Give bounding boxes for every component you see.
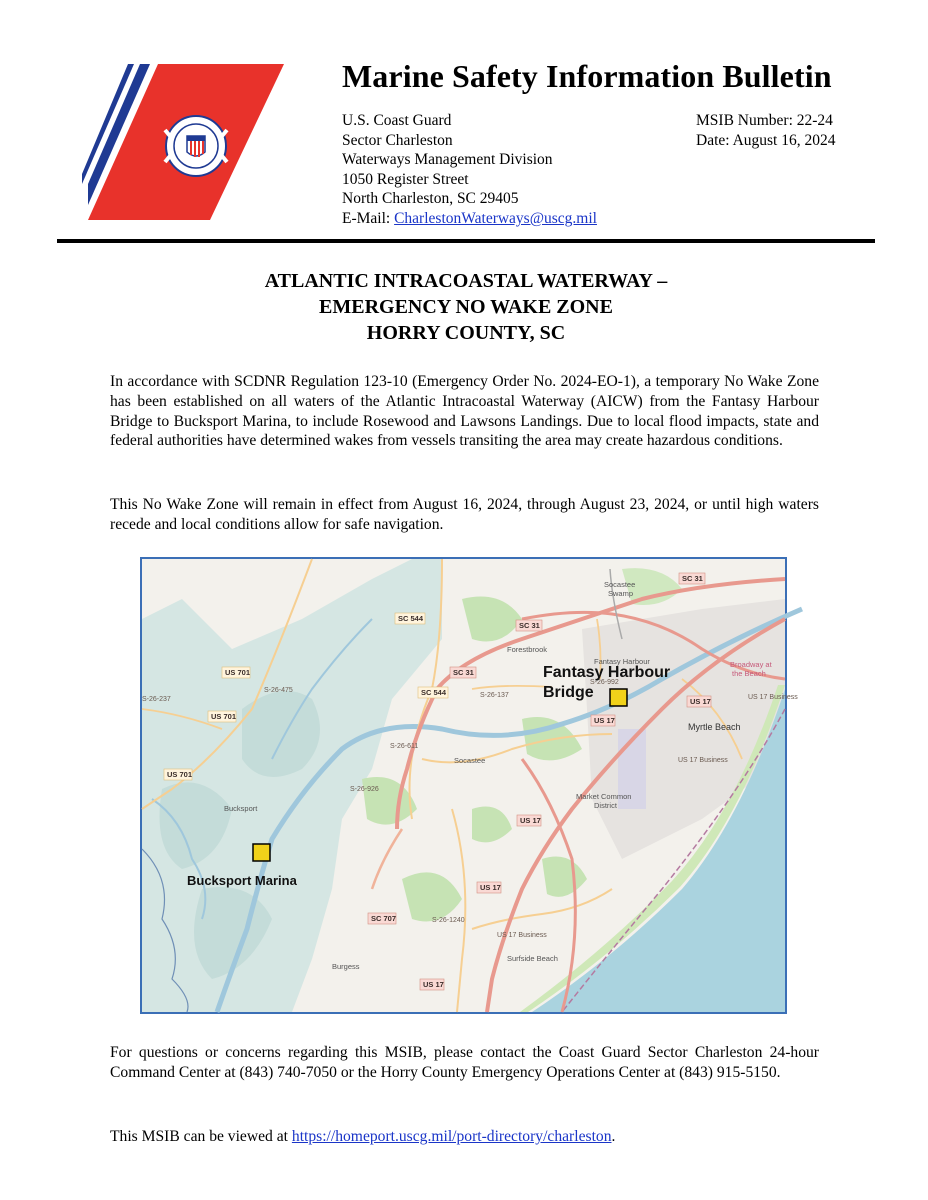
road-label: S-26-926 [350, 786, 379, 793]
road-label: S-26-1240 [432, 917, 465, 924]
map-label: US 701 [167, 770, 193, 779]
map-label: Burgess [332, 962, 360, 971]
map-label: US 701 [225, 668, 251, 677]
road-label: S-26-137 [480, 692, 509, 699]
fantasy-harbour-label-line1: Fantasy Harbour [543, 664, 671, 681]
address-line: Sector Charleston [342, 131, 453, 149]
map-label: Broadway at [730, 660, 772, 669]
coast-guard-logo [88, 64, 284, 220]
address-line: North Charleston, SC 29405 [342, 190, 519, 208]
map-label: Forestbrook [507, 645, 548, 654]
road-shield [222, 667, 250, 678]
map-label: Myrtle Beach [688, 722, 741, 732]
map-label: US 17 [520, 816, 541, 825]
bulletin-headline [57, 268, 875, 346]
map-label: Socastee [454, 756, 486, 765]
road-label: US 17 Business [748, 694, 798, 701]
map-canvas [142, 559, 798, 1012]
road-shield [450, 667, 476, 678]
paragraph-duration: This No Wake Zone will remain in effect from August 16, 2024, through August 23, 2024, or until high waters recede and local conditions allow for safe navigation. [110, 496, 819, 533]
road-shield [517, 815, 541, 826]
email-label: E-Mail: [342, 209, 395, 227]
paragraph-link [110, 1127, 819, 1147]
road-label: S-26-237 [142, 696, 171, 703]
road-label: S-26-475 [264, 687, 293, 694]
road-shield [516, 620, 542, 631]
road-label: US 17 Business [678, 757, 728, 764]
bucksport-marina-label: Bucksport Marina [187, 873, 297, 888]
road-shield [368, 913, 396, 924]
no-wake-zone-map [140, 557, 798, 1014]
road-shield [164, 769, 192, 780]
address-line: 1050 Register Street [342, 170, 469, 188]
bulletin-date: Date: August 16, 2024 [696, 131, 836, 149]
map-label: US 17 [594, 716, 615, 725]
header-divider [57, 239, 875, 243]
road-shield [477, 882, 501, 893]
road-shield [418, 687, 448, 698]
map-label: Bucksport [224, 804, 258, 813]
road-shield [679, 573, 705, 584]
road-shield [591, 715, 615, 726]
map-label: US 701 [211, 712, 237, 721]
map-label: Fantasy Harbour [594, 657, 650, 666]
email-line [342, 209, 597, 229]
paragraph-regulation: In accordance with SCDNR Regulation 123-10 (Emergency Order No. 2024-EO-1), a temporary No Wake Zone has been established on all waters of the Atlantic Intracoastal Waterway (AICW) from the Fantasy Harbour Bridge to Bucksport Marina, to include Rosewood and Lawsons Landings. Due to local flood impacts, state and federal authorities have determined wakes from vessels transiting the area may create hazardous conditions. [110, 373, 819, 450]
fantasy-harbour-marker [610, 689, 627, 706]
bulletin-title: Marine Safety Information Bulletin [342, 58, 832, 94]
map-label: District [594, 801, 617, 810]
paragraph-contact: For questions or concerns regarding this MSIB, please contact the Coast Guard Sector Charleston 24-hour Command Center at (843) 740-7050 or the Horry County Emergency Operations Center at (843) 915-5150. [110, 1044, 819, 1081]
road-label: US 17 Business [497, 932, 547, 939]
map-label: US 17 [480, 883, 501, 892]
map-label: Surfside Beach [507, 954, 558, 963]
map-label: Swamp [608, 589, 634, 598]
map-label: SC 544 [421, 688, 447, 697]
road-shield [395, 613, 425, 624]
headline-line: HORRY COUNTY, SC [366, 322, 566, 344]
headline-line: EMERGENCY NO WAKE ZONE [319, 296, 613, 318]
road-shield [420, 979, 444, 990]
homeport-link[interactable]: https://homeport.uscg.mil/port-directory/charleston [291, 1128, 612, 1145]
fantasy-harbour-label-line2: Bridge [543, 684, 594, 701]
email-link[interactable]: CharlestonWaterways@uscg.mil [394, 209, 597, 227]
map-label: SC 31 [453, 668, 474, 677]
map-label: the Beach [732, 669, 766, 678]
road-label: S-26-611 [390, 743, 419, 750]
road-label: S-26-992 [590, 679, 619, 686]
map-label: SC 544 [398, 614, 424, 623]
bulletin-meta [696, 111, 836, 150]
map-label: SC 31 [519, 621, 540, 630]
msib-number: MSIB Number: 22-24 [696, 112, 833, 129]
link-suffix: . [611, 1128, 616, 1145]
address-line: Waterways Management Division [342, 151, 553, 169]
road-shield [208, 711, 236, 722]
map-label: SC 31 [682, 574, 703, 583]
map-label: Market Common [576, 792, 632, 801]
coast-guard-seal [165, 116, 227, 176]
map-label: SC 707 [371, 914, 397, 923]
address-line: U.S. Coast Guard [342, 112, 452, 129]
map-label: US 17 [690, 697, 711, 706]
map-label: Socastee [604, 580, 636, 589]
road-shield [687, 696, 711, 707]
sender-address [342, 111, 597, 229]
headline-line: ATLANTIC INTRACOASTAL WATERWAY – [264, 270, 668, 292]
bucksport-marina-marker [253, 844, 270, 861]
map-label: US 17 [423, 980, 444, 989]
link-prefix: This MSIB can be viewed at [110, 1128, 292, 1145]
